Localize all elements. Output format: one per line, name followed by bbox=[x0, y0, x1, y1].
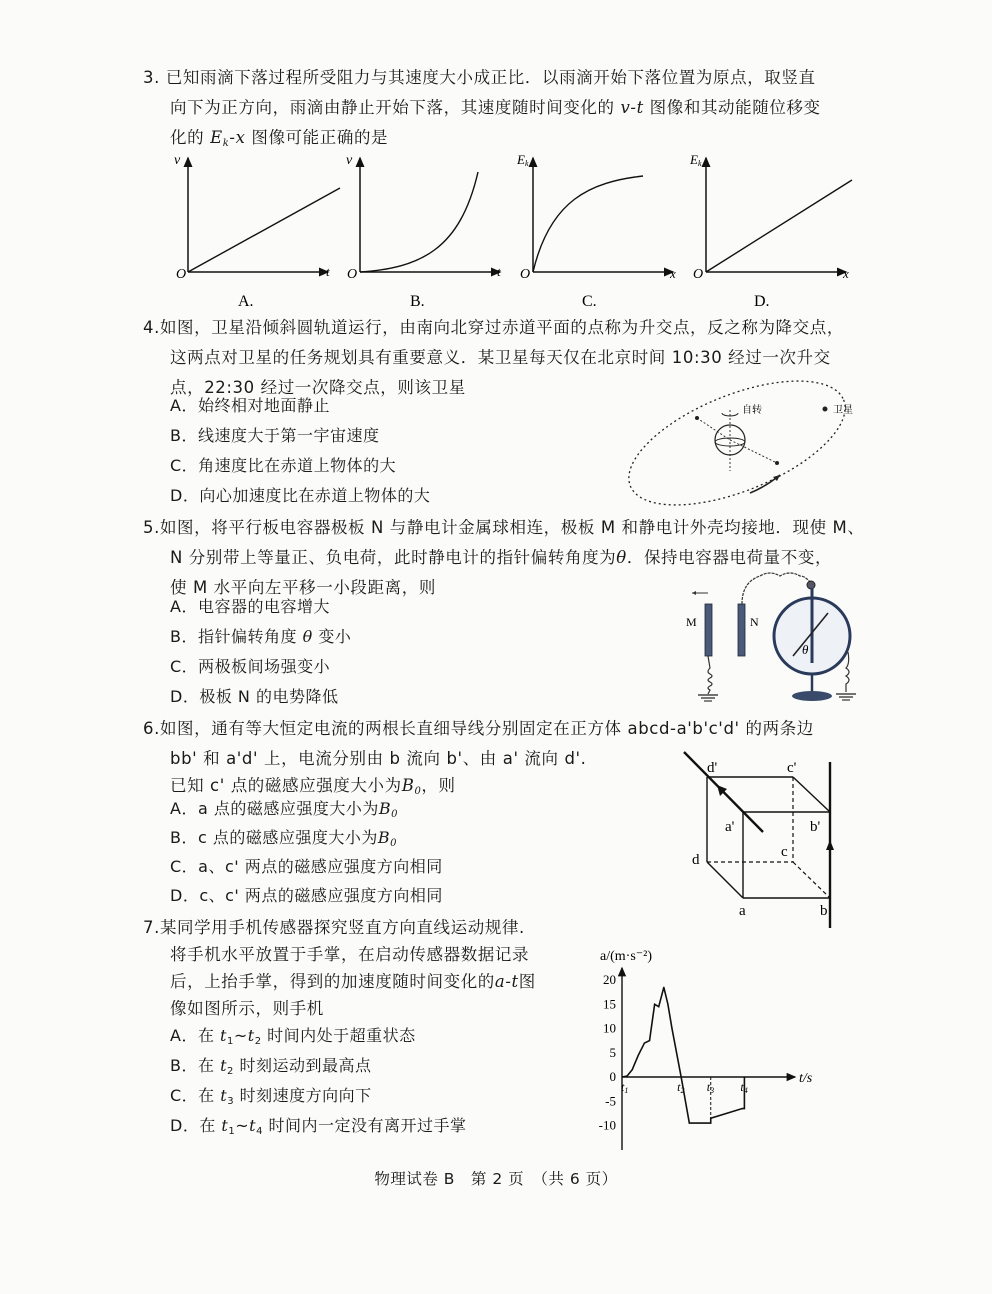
vertex-label: b' bbox=[810, 819, 821, 835]
q7-text: 图 bbox=[518, 972, 536, 991]
q6-text: 如图，通有等大恒定电流的两根长直细导线分别固定在正方体 abcd-a'b'c'd' 的两条边 bbox=[159, 719, 814, 738]
plate-m bbox=[705, 604, 712, 656]
plate-n-label: N bbox=[750, 615, 759, 629]
option-text: 变小 bbox=[318, 627, 352, 646]
origin-label: O bbox=[347, 267, 358, 282]
graph-c-curve bbox=[533, 176, 643, 272]
graph-d bbox=[689, 152, 852, 310]
at-label: a-t bbox=[494, 972, 519, 991]
q5-text: ．保持电容器电荷量不变， bbox=[626, 548, 833, 567]
acceleration-series-line bbox=[622, 987, 744, 1123]
origin-label: O bbox=[176, 267, 187, 282]
q6-option-b bbox=[170, 827, 397, 855]
graph-label: B. bbox=[410, 293, 425, 310]
data-point bbox=[744, 1076, 745, 1077]
spring-wire bbox=[708, 656, 712, 694]
vertex-label: c' bbox=[787, 760, 797, 776]
option-text: A．a 点的磁感应强度大小为 bbox=[170, 799, 379, 818]
x-axis-label: t bbox=[326, 264, 330, 279]
q3-text: 图像可能正确的是 bbox=[251, 128, 389, 147]
q5-option-d: D．极板 N 的电势降低 bbox=[170, 687, 339, 706]
option-text: B．指针偏转角度 bbox=[170, 627, 297, 646]
plate-n bbox=[738, 604, 745, 656]
q4-text: 点，22:30 经过一次降交点，则该卫星 bbox=[170, 378, 466, 397]
q4-option-a: A．始终相对地面静止 bbox=[170, 396, 330, 415]
x-axis-label: x bbox=[843, 266, 849, 281]
graph-a-curve bbox=[188, 188, 340, 272]
satellite-icon bbox=[823, 407, 828, 412]
data-point bbox=[644, 1042, 645, 1043]
q3-line-2 bbox=[170, 97, 821, 119]
x-tick-label: t4 bbox=[740, 1080, 748, 1095]
origin-label: O bbox=[520, 267, 531, 282]
vertex-label: d bbox=[692, 852, 700, 868]
y-axis-label: a/(m·s⁻²) bbox=[600, 949, 653, 964]
data-point bbox=[667, 1004, 668, 1005]
data-point bbox=[649, 1040, 650, 1041]
q6-line-1 bbox=[143, 718, 814, 740]
vertex-label: a bbox=[739, 903, 746, 919]
q7-option-c: C．在 $t_3$ 时刻速度方向向下 bbox=[170, 1086, 372, 1107]
q5-option-a: A．电容器的电容增大 bbox=[170, 597, 330, 616]
q6-cube-figure bbox=[670, 740, 850, 930]
data-point bbox=[663, 987, 664, 988]
graph-label: A. bbox=[238, 293, 254, 310]
q4-text: 如图，卫星沿倾斜圆轨道运行，由南向北穿过赤道平面的点称为升交点，反之称为降交点， bbox=[159, 318, 844, 337]
y-tick-label: -5 bbox=[605, 1093, 616, 1109]
y-axis-label: v bbox=[346, 153, 353, 168]
q3-text: 化的 bbox=[170, 128, 205, 147]
ekx-label: $E_k-x$ bbox=[210, 128, 246, 149]
data-point bbox=[744, 1108, 745, 1109]
q4-text: 这两点对卫星的任务规划具有重要意义．某卫星每天仅在北京时间 10:30 经过一次升交 bbox=[170, 348, 831, 367]
ground-icon bbox=[836, 694, 856, 700]
q7-at-chart bbox=[585, 940, 820, 1155]
data-point bbox=[638, 1055, 639, 1056]
x-axis-label: t/s bbox=[799, 1071, 813, 1086]
q3-text: 已知雨滴下落过程所受阻力与其速度大小成正比．以雨滴开始下落位置为原点，取竖直 bbox=[165, 68, 816, 87]
graph-b bbox=[346, 153, 501, 310]
data-point bbox=[689, 1122, 690, 1123]
theta-symbol: θ bbox=[302, 627, 313, 646]
orbit-path bbox=[625, 375, 860, 510]
q5-text: 如图，将平行板电容器极板 N 与静电计金属球相连，极板 M 和静电计外壳均接地．现使 M、 bbox=[159, 518, 865, 537]
x-tick-label: t3 bbox=[706, 1080, 715, 1095]
q7-line-1 bbox=[143, 917, 525, 939]
question-number: 6. bbox=[143, 719, 160, 738]
q4-orbit-figure bbox=[625, 375, 860, 510]
q5-option-b bbox=[170, 626, 351, 648]
q5-option-c: C．两极板间场强变小 bbox=[170, 657, 331, 676]
graph-label: C. bbox=[582, 293, 597, 310]
x-axis-label: x bbox=[670, 266, 676, 281]
y-axis-label: v bbox=[174, 153, 181, 168]
vertex-label: a' bbox=[725, 819, 735, 835]
plate-m-label: M bbox=[686, 615, 697, 629]
question-number: 3. bbox=[143, 68, 160, 87]
vt-label: v-t bbox=[620, 98, 644, 117]
data-point bbox=[671, 1028, 672, 1029]
y-tick-label: -10 bbox=[598, 1117, 616, 1133]
x-tick-label: t1 bbox=[621, 1080, 629, 1095]
x-tick-label: t2 bbox=[677, 1080, 685, 1095]
q3-line-1 bbox=[143, 67, 816, 89]
option-text: B．c 点的磁感应强度大小为 bbox=[170, 828, 378, 847]
q5-text: N 分别带上等量正、负电荷，此时静电计的指针偏转角度为 bbox=[170, 548, 617, 567]
y-tick-label: 0 bbox=[609, 1069, 616, 1084]
q6-text: ，则 bbox=[421, 776, 456, 795]
q7-text: 像如图所示，则手机 bbox=[170, 999, 324, 1018]
q4-option-b: B．线速度大于第一宇宙速度 bbox=[170, 426, 380, 445]
data-point bbox=[627, 1075, 628, 1076]
theta-symbol: θ bbox=[616, 548, 627, 567]
q3-text: 向下为正方向，雨滴由静止开始下落，其速度随时间变化的 bbox=[170, 98, 615, 117]
q7-text: 后，上抬手掌，得到的加速度随时间变化的 bbox=[170, 972, 495, 991]
q7-option-a: A．在 $t_1\sim t_2$ 时间内处于超重状态 bbox=[170, 1026, 416, 1047]
b0-symbol: $B_0$ bbox=[378, 799, 398, 820]
b0-symbol: $B_0$ bbox=[401, 776, 422, 797]
ground-icon bbox=[698, 695, 718, 701]
graph-b-curve bbox=[360, 172, 478, 272]
question-number: 4. bbox=[143, 318, 160, 337]
graph-c bbox=[516, 152, 676, 310]
data-point bbox=[632, 1069, 633, 1070]
q5-line-2 bbox=[170, 547, 832, 569]
q6-line-2 bbox=[170, 748, 587, 770]
y-tick-label: 15 bbox=[603, 996, 616, 1012]
data-point bbox=[681, 1076, 682, 1077]
graph-a bbox=[174, 153, 340, 310]
b0-symbol: $B_0$ bbox=[377, 828, 398, 849]
q6-text: 已知 c' 点的磁感应强度大小为 bbox=[170, 776, 402, 795]
satellite-label: 卫星 bbox=[833, 405, 853, 416]
y-tick-label: 5 bbox=[609, 1044, 616, 1060]
graph-d-curve bbox=[706, 180, 852, 272]
data-point bbox=[658, 1006, 659, 1007]
q7-line-2 bbox=[170, 944, 529, 966]
q7-option-d: D．在 $t_1\sim t_4$ 时间内一定没有离开过手掌 bbox=[170, 1116, 467, 1137]
rotation-label: 自转 bbox=[742, 405, 762, 416]
q3-graphs bbox=[160, 150, 860, 315]
q5-capacitor-figure bbox=[670, 568, 860, 708]
vertex-label: b bbox=[820, 903, 828, 919]
question-number: 7. bbox=[143, 918, 160, 937]
q5-line-1 bbox=[143, 517, 865, 539]
vertex-label: d' bbox=[707, 760, 718, 776]
q5-text: 使 M 水平向左平移一小段距离，则 bbox=[170, 578, 436, 597]
q6-option-d: D．c、c' 两点的磁感应强度方向相同 bbox=[170, 886, 443, 905]
q4-line-2 bbox=[170, 347, 831, 369]
page-footer: 物理试卷 B 第 2 页 （共 6 页） bbox=[374, 1170, 618, 1188]
current-arrow-up-icon bbox=[826, 840, 834, 850]
y-tick-label: 20 bbox=[603, 972, 616, 987]
q7-line-4 bbox=[170, 998, 324, 1020]
q4-option-c: C．角速度比在赤道上物体的大 bbox=[170, 456, 397, 475]
q6-text: bb' 和 a'd' 上，电流分别由 b 流向 b'、由 a' 流向 d'. bbox=[170, 749, 587, 768]
q7-text: 将手机水平放置于手掌，在启动传感器数据记录 bbox=[170, 945, 530, 964]
q4-line-1 bbox=[143, 317, 844, 339]
theta-label: θ bbox=[802, 642, 809, 657]
question-number: 5. bbox=[143, 518, 160, 537]
y-tick-label: 10 bbox=[603, 1020, 616, 1036]
q6-option-a bbox=[170, 798, 398, 826]
svg-text:Ek: Ek bbox=[690, 152, 702, 168]
q3-text: 图像和其动能随位移变 bbox=[649, 98, 821, 117]
q7-line-3 bbox=[170, 971, 536, 993]
q4-option-d: D．向心加速度比在赤道上物体的大 bbox=[170, 486, 431, 505]
svg-text:Ek: Ek bbox=[517, 152, 529, 168]
origin-label: O bbox=[693, 267, 704, 282]
graph-label: D. bbox=[754, 293, 770, 310]
vertex-label: c bbox=[781, 844, 788, 860]
x-axis-label: t bbox=[497, 264, 501, 279]
q6-option-c: C．a、c' 两点的磁感应强度方向相同 bbox=[170, 857, 443, 876]
data-point bbox=[742, 1108, 743, 1109]
data-point bbox=[654, 1004, 655, 1005]
data-point bbox=[621, 1076, 622, 1077]
q7-option-b: B．在 $t_2$ 时刻运动到最高点 bbox=[170, 1056, 372, 1077]
q7-text: 某同学用手机传感器探究竖直方向直线运动规律. bbox=[159, 918, 525, 937]
